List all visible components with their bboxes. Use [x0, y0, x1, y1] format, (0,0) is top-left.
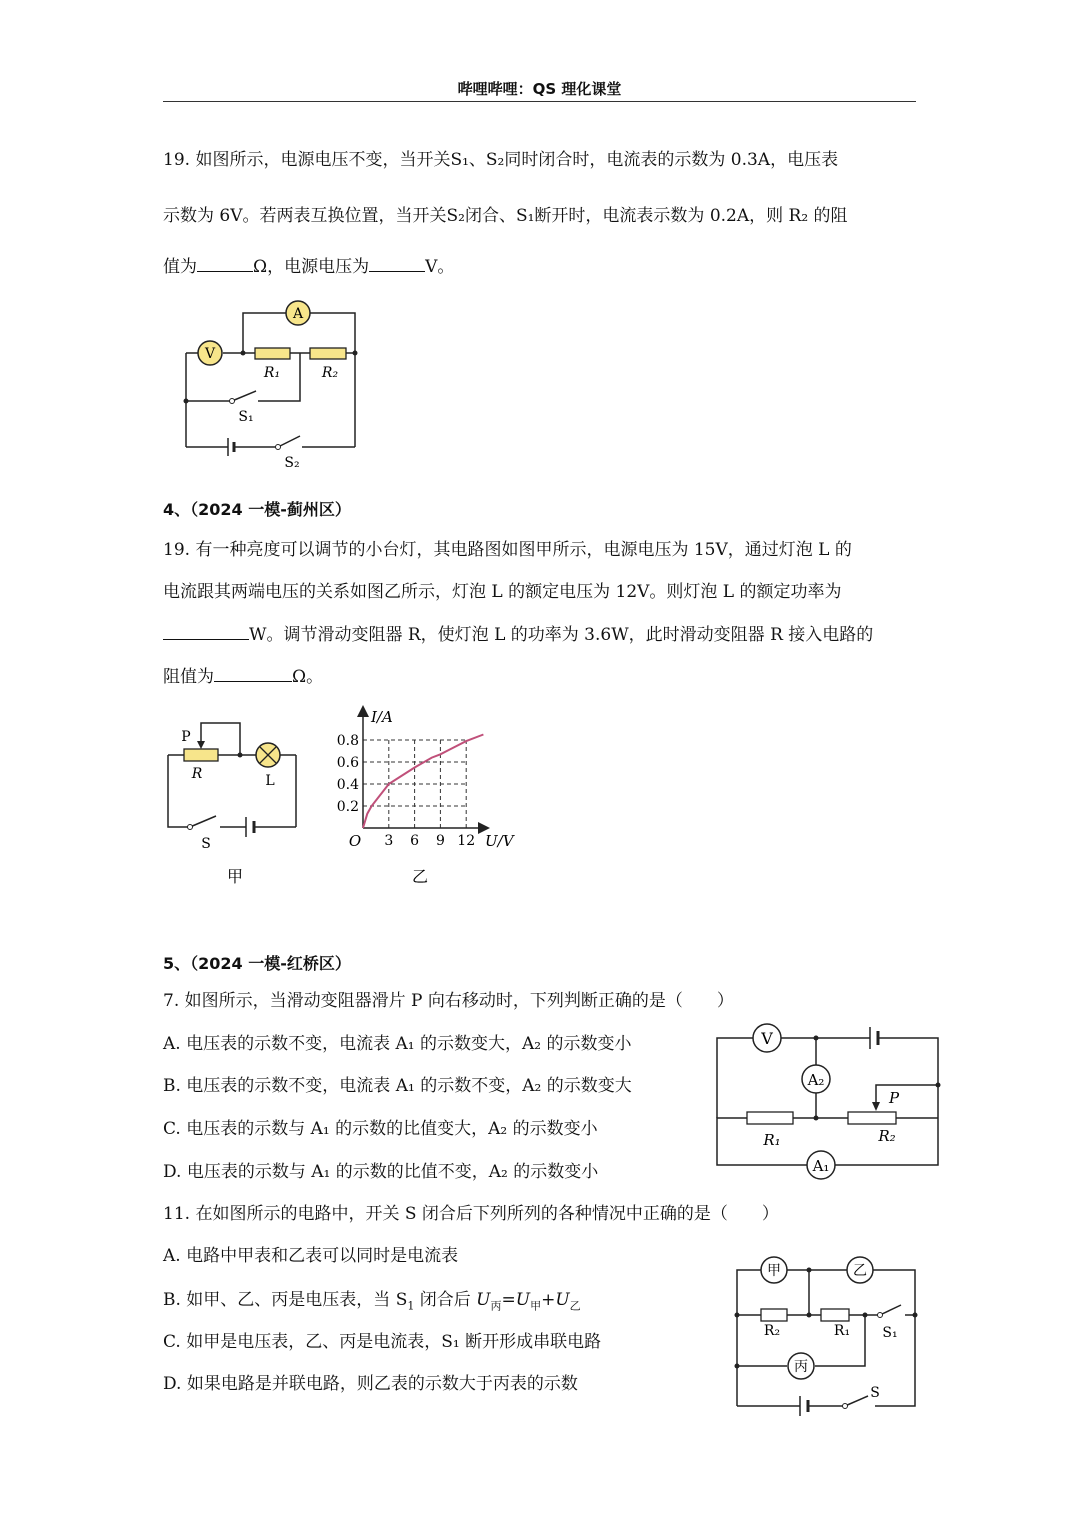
y-tick-label: 0.8	[336, 733, 359, 749]
r1-label: R₁	[833, 1323, 851, 1339]
junction-dot	[863, 1313, 868, 1318]
q7-option-d: D. 电压表的示数与 A₁ 的示数的比值不变，A₂ 的示数变小	[163, 1162, 599, 1182]
junction-dot	[735, 1364, 740, 1369]
q19a-line3c: V。	[425, 257, 455, 277]
ammeter-a2-label: A₂	[807, 1071, 825, 1089]
ammeter-a1-label: A₁	[812, 1157, 830, 1175]
q19b-circuit-diagram	[160, 715, 310, 895]
y-tick-label: 0.2	[336, 799, 359, 815]
section-title-5: 5、（2024 一模-红桥区）	[163, 954, 351, 973]
q19b-line2: 电流跟其两端电压的关系如图乙所示，灯泡 L 的额定电压为 12V。则灯泡 L 的额定功率为	[163, 582, 842, 602]
q11-circuit-diagram	[725, 1250, 930, 1420]
q11-option-c: C. 如甲是电压表，乙、丙是电流表，S₁ 断开形成串联电路	[163, 1332, 602, 1352]
answer-blank	[163, 623, 249, 640]
q19a-circuit-diagram	[170, 295, 370, 475]
page-header: 哔哩哔哩：QS 理化课堂	[457, 80, 622, 98]
q11-stem: 11. 在如图所示的电路中，开关 S 闭合后下列所列的各种情况中正确的是（ ）	[163, 1204, 779, 1224]
q19b-line3	[163, 623, 873, 646]
s1-label: S₁	[238, 409, 254, 425]
junction-dot	[913, 1313, 918, 1318]
q7-stem: 7. 如图所示，当滑动变阻器滑片 P 向右移动时，下列判断正确的是（ ）	[163, 991, 734, 1011]
origin-label: O	[348, 832, 362, 850]
slider-arrow-icon	[872, 1102, 880, 1111]
q7-option-a: A. 电压表的示数不变，电流表 A₁ 的示数变大，A₂ 的示数变小	[163, 1034, 632, 1054]
iv-chart	[325, 700, 535, 895]
q19a-line3b: Ω，电源电压为	[253, 257, 370, 277]
section-title-4: 4、（2024 一模-蓟州区）	[163, 500, 351, 519]
s1-label: S₁	[882, 1325, 898, 1341]
q19a-line3	[163, 255, 454, 278]
resistor-r1-icon	[821, 1309, 849, 1321]
q19a-line2: 示数为 6V。若两表互换位置，当开关S₂闭合、S₁断开时，电流表示数为 0.2A，则 R₂ 的阻	[163, 206, 848, 226]
junction-dot	[936, 1083, 941, 1088]
x-tick-label: 12	[457, 833, 476, 849]
switch-contact	[878, 1313, 883, 1318]
x-axis-label: U/V	[485, 832, 514, 850]
slider-p-label: P	[888, 1089, 900, 1107]
answer-blank	[214, 665, 292, 682]
q7-option-c: C. 电压表的示数与 A₁ 的示数的比值变大，A₂ 的示数变小	[163, 1119, 598, 1139]
junction-dot	[238, 753, 243, 758]
meter-bing-label: 丙	[794, 1359, 808, 1375]
r2-label: R₂	[321, 365, 339, 381]
r2-label: R₂	[878, 1127, 896, 1145]
resistor-r2-icon	[310, 348, 346, 359]
iv-curve	[363, 735, 483, 829]
resistor-r1-icon	[255, 348, 290, 359]
rheostat-label: R	[191, 766, 203, 782]
y-tick-label: 0.4	[336, 777, 359, 793]
switch-contact	[843, 1404, 848, 1409]
caption-yi: 乙	[411, 867, 429, 886]
ammeter-label: A	[292, 306, 304, 322]
q7-circuit-diagram	[710, 1015, 950, 1185]
q19b-line4b: Ω。	[292, 667, 324, 687]
meter-yi-label: 乙	[853, 1263, 867, 1279]
junction-dot	[735, 1313, 740, 1318]
y-axis-label: I/A	[371, 708, 393, 726]
q19a-line3a: 值为	[163, 257, 197, 277]
x-tick-label: 9	[435, 833, 445, 849]
junction-dot	[814, 1116, 819, 1121]
voltmeter-label: V	[204, 346, 216, 362]
q19b-line4	[163, 665, 323, 688]
switch-contact	[188, 825, 193, 830]
junction-dot	[241, 351, 246, 356]
r1-label: R₁	[263, 365, 281, 381]
q19b-line4a: 阻值为	[163, 667, 214, 687]
s2-label: S₂	[284, 455, 300, 471]
meter-jia-label: 甲	[767, 1263, 781, 1279]
q11-option-d: D. 如果电路是并联电路，则乙表的示数大于丙表的示数	[163, 1374, 578, 1394]
q11-option-b: B. 如甲、乙、丙是电压表，当 $S_1$ 闭合后 $U_丙=U_甲+U_乙$	[163, 1290, 581, 1313]
q19b-line1: 19. 有一种亮度可以调节的小台灯，其电路图如图甲所示，电源电压为 15V，通过灯泡 L 的	[163, 540, 852, 560]
rheostat-icon	[184, 749, 218, 761]
lamp-label: L	[265, 773, 275, 789]
answer-blank	[197, 255, 253, 272]
junction-dot	[184, 399, 189, 404]
voltmeter-label: V	[761, 1029, 773, 1048]
switch-label: S	[201, 836, 211, 852]
resistor-r1-icon	[747, 1112, 793, 1124]
q7-option-b: B. 电压表的示数不变，电流表 A₁ 的示数不变，A₂ 的示数变大	[163, 1076, 632, 1096]
junction-dot	[807, 1268, 812, 1273]
junction-dot	[353, 351, 358, 356]
junction-dot	[814, 1036, 819, 1041]
resistor-r2-icon	[761, 1309, 787, 1321]
slider-arrow-icon	[197, 741, 205, 749]
q19a-line1: 19. 如图所示，电源电压不变，当开关S₁、S₂同时闭合时，电流表的示数为 0.3A，电压表	[163, 150, 839, 170]
switch-contact	[230, 399, 235, 404]
q19b-line3-text: W。调节滑动变阻器 R，使灯泡 L 的功率为 3.6W，此时滑动变阻器 R 接入电路的	[249, 625, 874, 645]
q11-option-a: A. 电路中甲表和乙表可以同时是电流表	[163, 1246, 459, 1266]
r2-label: R₂	[763, 1323, 781, 1339]
header-divider	[163, 101, 916, 102]
x-tick-label: 3	[384, 833, 394, 849]
answer-blank	[369, 255, 425, 272]
junction-dot	[807, 1313, 812, 1318]
s-label: S	[870, 1385, 880, 1401]
rheostat-r2-icon	[848, 1112, 896, 1124]
y-tick-label: 0.6	[336, 755, 359, 771]
caption-jia: 甲	[226, 867, 244, 886]
r1-label: R₁	[763, 1131, 781, 1149]
x-tick-label: 6	[410, 833, 420, 849]
switch-contact	[276, 445, 281, 450]
slider-p-label: P	[181, 729, 191, 745]
